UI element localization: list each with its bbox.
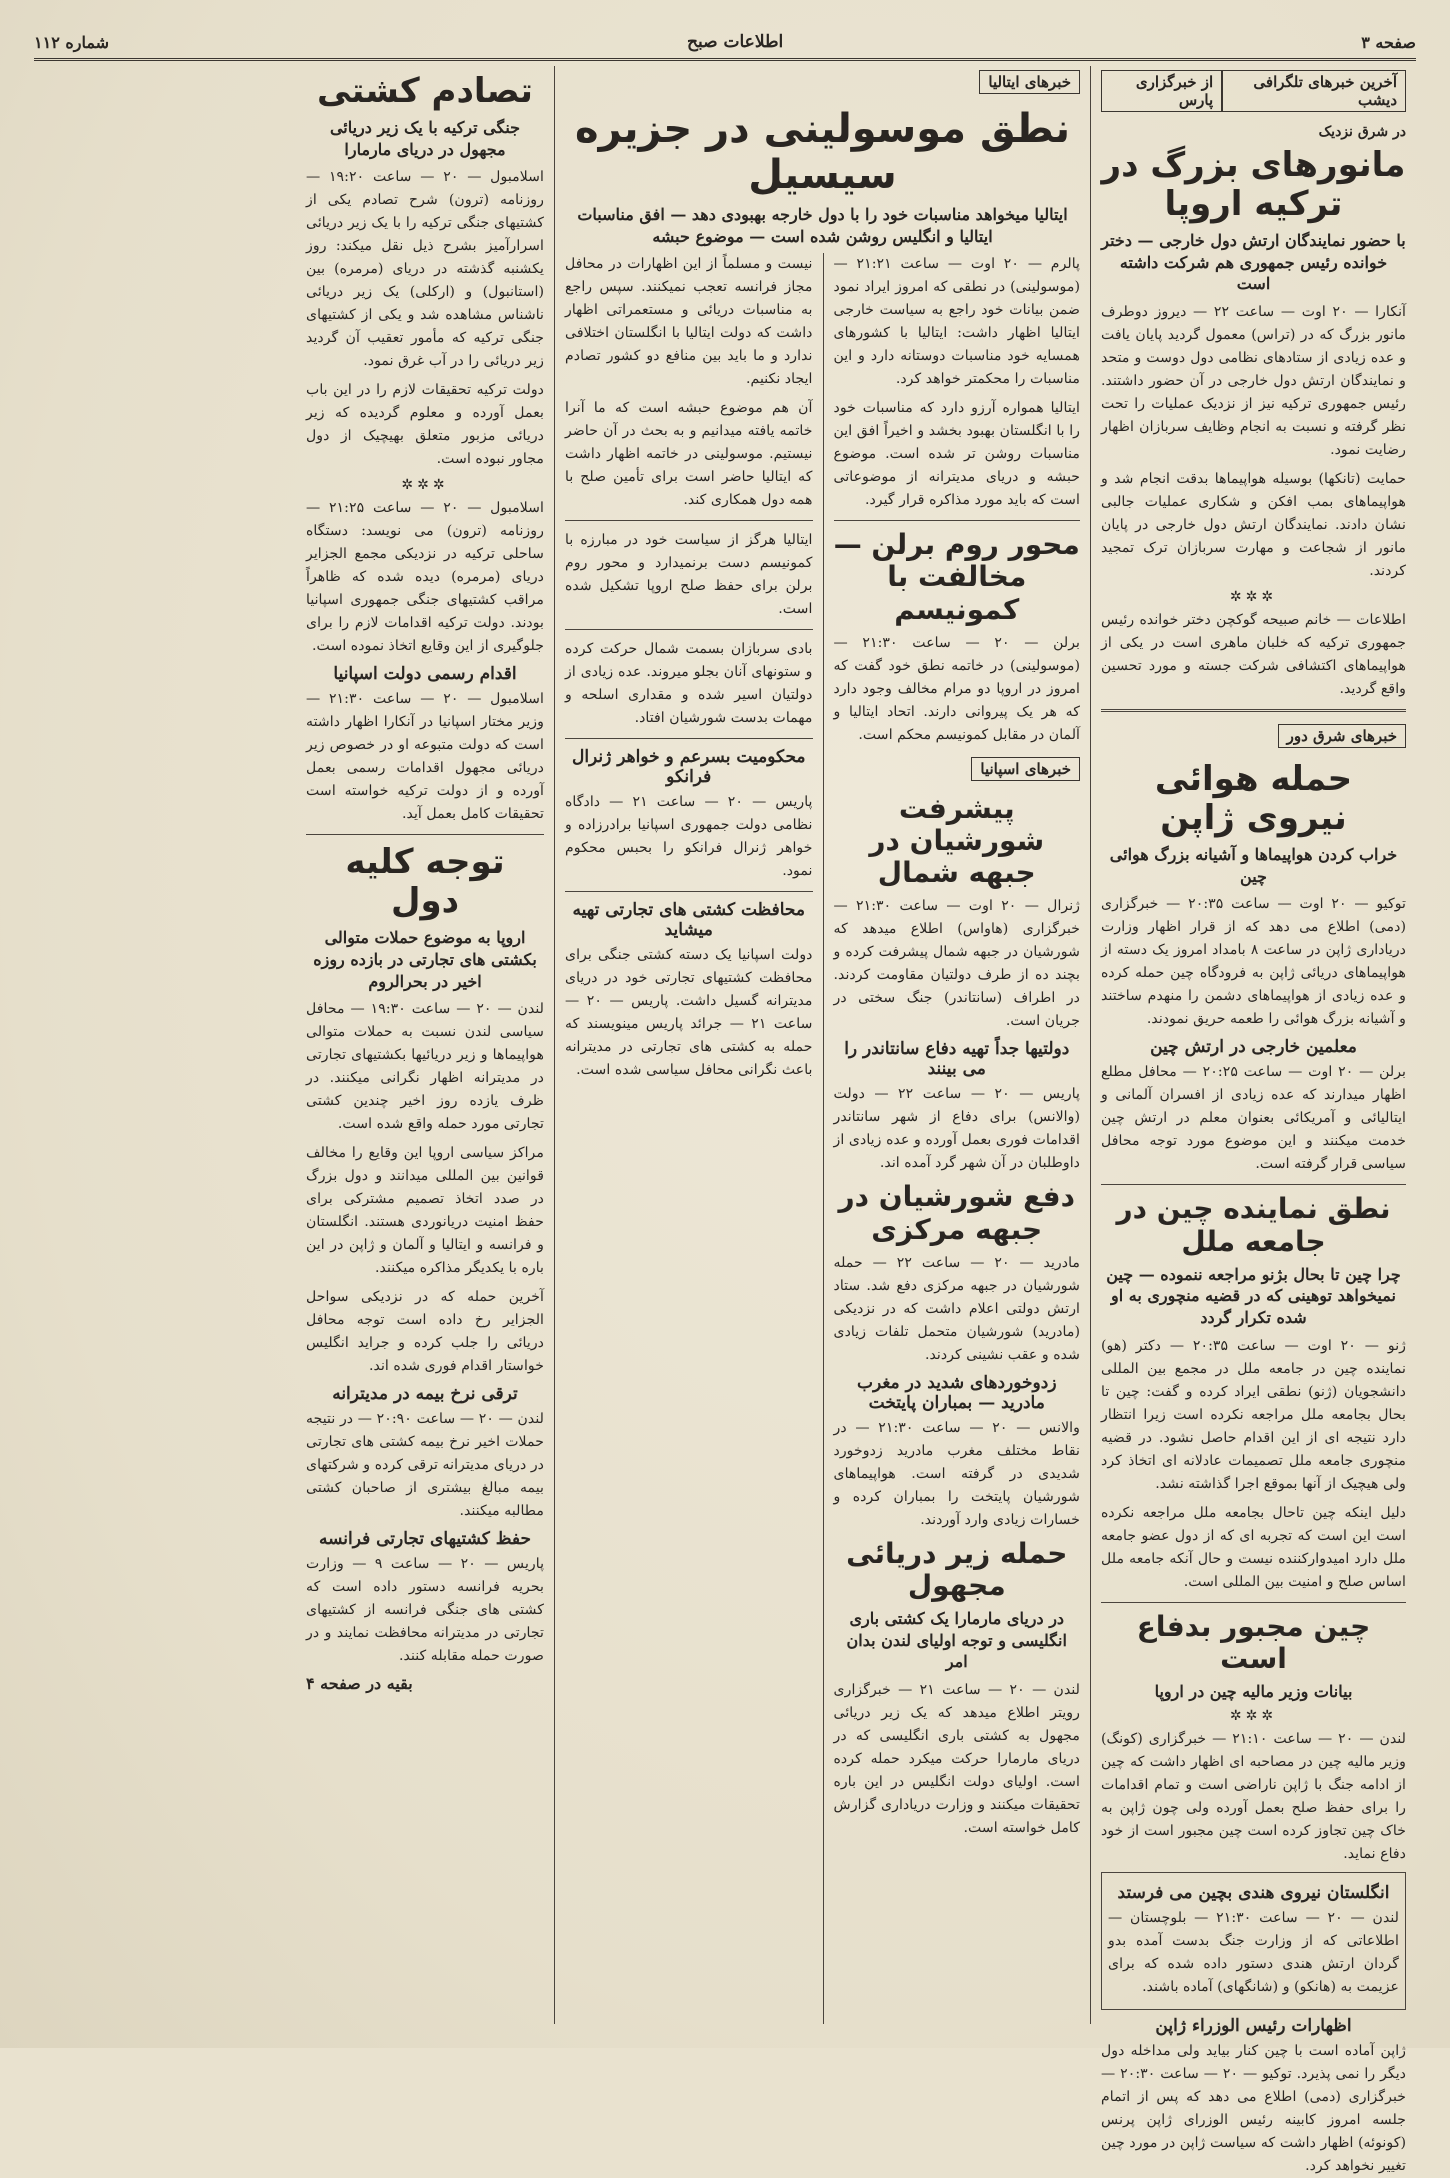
divider bbox=[306, 834, 544, 835]
article-text: پاریس — ۲۰ — ساعت ۲۲ — دولت (والانس) برای دفاع از شهر سانتاندر اقدامات فوری بعمل آورده و عده زیادی از داوطلبان در آن شهر گرد آمده اند. bbox=[833, 1086, 1081, 1172]
agency-kicker: از خبرگزاری پارس bbox=[1101, 70, 1222, 112]
headline-manoeuvres: مانورهای بزرگ در ترکیه اروپا bbox=[1101, 145, 1406, 225]
article-text: مراکز سیاسی اروپا این وقایع را مخالف قوانین بین المللی میدانند و دول بزرگ در صدد اتخاذ تصمیم مشترکی برای حفظ امنیت دریانوردی هستند. انگلستان و فرانسه و ایتالیا و آلمان و ژاپن در این باره با یکدیگر مذاکره میکنند. bbox=[306, 1145, 544, 1277]
article-text: اطلاعات — خانم صبیحه گوکچن دختر خوانده رئیس جمهوری ترکیه که خلبان ماهری است در یکی از هواپیماهای اکتشافی شرکت جسته و مورد تحسین واقع گردید. bbox=[1101, 611, 1406, 697]
issue-number: شماره ۱۱۲ bbox=[34, 32, 109, 52]
article-text: آخرین حمله که در نزدیکی سواحل الجزایر رخ داده است توجه محافل دریائی را جلب کرده و جراید انگلیس خواستار اقدام فوری شده اند. bbox=[306, 1289, 544, 1375]
kicker-row bbox=[565, 66, 1080, 100]
article-text: برلن — ۲۰ — ساعت ۲۱:۳۰ — (موسولینی) در خاتمه نطق خود گفت که امروز در اروپا دو مرام مخالف وجود دارد که هر یک پیروانی دارند. اتحاد ایتالیا و آلمان در مقابل کمونیسم محکم است. bbox=[833, 634, 1080, 743]
divider bbox=[565, 520, 813, 521]
subhead-spain-action: اقدام رسمی دولت اسپانیا bbox=[333, 664, 517, 685]
article-text: لندن — ۲۰ — ساعت ۲۰:۹۰ — در نتیجه حملات اخیر نرخ بیمه کشتی های تجارتی در دریای مدیترانه ترقی کرده و شرکتهای بیمه مبالغ بیشتری از صاحبان کشتی مطالبه میکنند. bbox=[306, 1411, 544, 1520]
article-text: لندن — ۲۰ — ساعت ۲۱:۱۰ — خبرگزاری (کونگ) وزیر مالیه چین در مصاحبه ای اظهار داشت که چین از ادامه جنگ با ژاپن ناراضی است و تمام اقدامات را برای حفظ صلح بعمل آورده ولی چون ژاپن به خاک چین تجاوز کرده است چین مجبور است از خود دفاع نماید. bbox=[1101, 1731, 1406, 1863]
dateline: در شرق نزدیک bbox=[1318, 124, 1406, 140]
column-ship-collision bbox=[296, 66, 554, 2024]
column-foreign-news bbox=[1090, 66, 1416, 2175]
article-text: حمایت (تانکها) بوسیله هواپیماها بدقت انجام شد و هواپیماهای بمب افکن و شکاری عملیات جالبی نشان دادند. نمایندگان ارتش دول خارجی در پایان مانور از شجاعت و مهارت سربازان ترک تمجید کردند. bbox=[1101, 470, 1406, 579]
section-far-east: خبرهای شرق دور bbox=[1278, 724, 1406, 748]
divider bbox=[834, 520, 1081, 521]
article-text: دلیل اینکه چین تاحال بجامعه ملل مراجعه نکرده است این است که تجربه ای که از دول عضو جامعه ملل دارد امیدوارکننده نیست و حال آنکه جامعه ملل اساس صلح و امنیت بین المللی است. bbox=[1101, 1504, 1406, 1590]
headline-submarine-attack: حمله زیر دریائی مجهول bbox=[846, 1536, 1068, 1602]
subhead-franco: محکومیت بسرعم و خواهر ژنرال فرانکو bbox=[571, 747, 806, 788]
article-text: پاریس — ۲۰ — ساعت ۲۱ — دادگاه نظامی دولت جمهوری اسپانیا برادرزاده و خواهر ژنرال فرانکو را بحبس محکوم نمود. bbox=[565, 794, 813, 880]
article-text: پاریس — ۲۰ — ساعت ۹ — وزارت بحریه فرانسه دستور داده است که کشتی های جنگی فرانسه از کشتیهای تجارتی در مدیترانه محافظت نمایند و در صورت حمله مقابله کنند. bbox=[306, 1556, 545, 1665]
subhead-mussolini: ایتالیا میخواهد مناسبات خود را با دول خارجه بهبودی دهد — افق مناسبات ایتالیا و انگلیس روشن شده است — موضوع حبشه bbox=[577, 205, 1068, 246]
article-text: اسلامبول — ۲۰ — ساعت ۱۹:۲۰ — روزنامه (ترون) شرح تصادم یکی از کشتیهای جنگی ترکیه را با یک زیر دریائی اسرارآمیز بشرح ذیل نقل میکند: روز یکشنبه گذشته در دریای (مرمره) بین (استانبول) و (ارکلی) یک زیر دریائی ناشناس مشاهده شد و یکی از کشتیهای جنگی ترکیه که مأمور تعقیب آن گردید زیر دریائی را در آب غرق نمود. bbox=[306, 169, 544, 370]
subhead-japan-air: خراب کردن هواپیماها و آشیانه بزرگ هوائی چین bbox=[1109, 845, 1398, 886]
page-number: صفحه ۳ bbox=[1361, 32, 1416, 52]
article-text: لندن — ۲۰ — ساعت ۱۹:۳۰ — محافل سیاسی لندن نسبت به حملات متوالی هواپیماها و زیر دریائیها بکشتیهای تجارتی در مدیترانه اظهار نگرانی میکنند. در ظرف یازده روز اخیر چندین کشتی تجارتی مورد حمله واقع شده است. bbox=[306, 1001, 544, 1133]
divider-stars: ✲✲✲ bbox=[401, 477, 449, 494]
running-head bbox=[34, 30, 1416, 61]
continued-note: بقیه در صفحه ۴ bbox=[306, 1674, 413, 1694]
article-text: توکیو — ۲۰ اوت — ساعت ۲۰:۳۵ — خبرگزاری (دمی) اطلاع می دهد که از قرار اظهار وزارت دریاداری ژاپن در ساعت ۸ بامداد امروز یک دسته از هواپیماهای دریائی ژاپن به فرودگاه چین حمله کرده و عده زیادی از هواپیماهای دشمن را منهدم ساختند و آشیانه بزرگ هوائی را طعمه حریق نمودند. bbox=[1101, 896, 1406, 1028]
wide-columns bbox=[555, 253, 1090, 2024]
divider-stars: ✲✲✲ bbox=[1229, 1708, 1278, 1725]
headline-mussolini: نطق موسولینی در جزیره سیسیل bbox=[575, 106, 1070, 198]
column-inner-right bbox=[823, 253, 1091, 2024]
subhead-manoeuvres: با حضور نمایندگان ارتش دول خارجی — دختر خوانده رئیس جمهوری هم شرکت داشته است bbox=[1101, 231, 1406, 294]
article-text: بادی سربازان بسمت شمال حرکت کرده و ستونهای آنان بجلو میروند. عده زیادی از دولتیان اسیر شده و مقداری اسلحه و مهمات بدست شورشیان افتاد. bbox=[565, 641, 813, 727]
headline-central-front: دفع شورشیان در جبهه مرکزی bbox=[838, 1180, 1075, 1246]
headline-ship-collision: تصادم کشتی bbox=[317, 71, 533, 111]
article-text: برلن — ۲۰ اوت — ساعت ۲۰:۲۵ — محافل مطلع اظهار میدارند که عده زیادی از افسران آلمانی و ایتالیائی و آمریکائی بعنوان معلم در ارتش چین خدمت میکنند و این موضوع مورد توجه محافل سیاسی قرار گرفته است. bbox=[1101, 1064, 1407, 1173]
article-text: لندن — ۲۰ — ساعت ۲۱ — خبرگزاری رویتر اطلاع میدهد که یک زیر دریائی مجهول به کشتی باری انگلیسی که در دریای مارمارا حرکت میکرد حمله کرده است. اولیای دولت انگلیس در این باره تحقیقات میکنند و وزارت دریاداری گزارش کامل خواسته است. bbox=[833, 1681, 1081, 1836]
divider-stars: ✲✲✲ bbox=[1229, 588, 1278, 605]
subhead-french-ships: حفظ کشتیهای تجارتی فرانسه bbox=[318, 1529, 532, 1550]
subhead-santander: دولتیها جداً تهیه دفاع سانتاندر را می بینند bbox=[844, 1039, 1070, 1080]
article-text: آنکارا — ۲۰ اوت — ساعت ۲۲ — دیروز دوطرف مانور بزرگ که در (تراس) معمول گردید پایان یافت و عده زیادی از ستادهای نظامی دول دوست و متحد و نمایندگان ارتش دول خارجی در آن حضور داشتند. رئیس جمهوری ترکیه نیز از نزدیک عملیات را تحت نظر گرفته و نسبت به انجام وظایف سربازان اظهار رضایت نمود. bbox=[1101, 303, 1406, 458]
article-text: ایتالیا همواره آرزو دارد که مناسبات خود را با انگلستان بهبود بخشد و اخیراً افق این مناسبات روشن تر شده است. موضوع حبشه و دریای مدیترانه از موضوعاتی است که باید مورد مذاکره قرار گیرد. bbox=[833, 400, 1080, 509]
column-italy-spain bbox=[554, 66, 1090, 2024]
subhead-japan-pm: اظهارات رئیس الوزراء ژاپن bbox=[1155, 2016, 1352, 2037]
article-text: اسلامبول — ۲۰ — ساعت ۲۱:۳۰ — وزیر مختار اسپانیا در آنکارا اظهار داشته است که دولت متبوعه او در خصوص زیر دریائی مجهول اقدامات رسمی بعمل آورده و از دولت ترکیه خواسته است تحقیقات کامل بعمل آید. bbox=[306, 691, 544, 823]
headline-north-front: پیشرفت شورشیان در جبهه شمال bbox=[869, 791, 1045, 890]
article-text: آن هم موضوع حبشه است که ما آنرا خاتمه یافته میدانیم و به بحث در آن حاضر نیستیم. موسولینی در خاتمه اظهار داشت که ایتالیا حاضر است برای تأمین صلح با همه دول همکاری کند. bbox=[565, 400, 813, 509]
box-text: لندن — ۲۰ — ساعت ۲۱:۳۰ — بلوچستان — اطلاعاتی که از وزارت جنگ بدست آمده بدو گردان ارتش هندی دستور داده شده که برای عزیمت به (هانکو) و (شانگهای) آماده باشند. bbox=[1108, 1910, 1399, 1996]
subhead-teachers: معلمین خارجی در ارتش چین bbox=[1150, 1037, 1357, 1058]
subhead-league-speech: چرا چین تا بحال بژنو مراجعه ننموده — چین نمیخواهد توهینی که در قضیه منچوری به او شده تکرار گردد bbox=[1106, 1264, 1401, 1327]
divider bbox=[1101, 709, 1406, 712]
section-kicker-spain: خبرهای اسپانیا bbox=[971, 757, 1080, 781]
subhead-china-defence: بیانات وزیر مالیه چین در اروپا bbox=[1154, 1681, 1353, 1701]
box-headline: انگلستان نیروی هندی بچین می فرستد bbox=[1117, 1883, 1390, 1904]
divider bbox=[1101, 1184, 1406, 1185]
article-text: پالرم — ۲۰ اوت — ساعت ۲۱:۲۱ — (موسولینی) در نطقی که امروز ایراد نمود ضمن بیانات خود راجع به سیاست خارجی ایتالیا اظهار داشت: ایتالیا با کشورهای همسایه خود مناسبات دوستانه دارد و این مناسبات را محکمتر خواهد کرد. bbox=[833, 256, 1080, 388]
subhead-merchant-protection: محافظت کشتی های تجارتی تهیه میشاید bbox=[572, 900, 805, 941]
article-text: ژاپن آماده است با چین کنار بیاید ولی مداخله دول دیگر را نمی پذیرد. توکیو — ۲۰ — ساعت ۲۰:۳۰ — خبرگزاری (دمی) اطلاع می دهد که پس از اتمام جلسه امروز کابینه رئیس الوزرای ژاپن پرنس (کونوئه) اظهار داشت که سیاست ژاپن در مورد چین تغییر نخواهد کرد. bbox=[1101, 2043, 1406, 2175]
article-text: ژنرال — ۲۰ اوت — ساعت ۲۱:۳۰ — خبرگزاری (هاواس) اطلاع میدهد که شورشیان در جبهه شمال پیشرفت کرده و بچند ده از طرف دولتیان مقاومت کردند. در اطراف (سانتاندر) جنگ سختی در جریان است. bbox=[833, 898, 1081, 1030]
section-kicker-italy: خبرهای ایتالیا bbox=[979, 70, 1080, 94]
headline-china-defence: چین مجبور بدفاع است bbox=[1136, 1609, 1371, 1675]
paper-name: اطلاعات صبح bbox=[687, 32, 784, 52]
subhead-madrid: زدوخوردهای شدید در مغرب مادرید — بمباران پایتخت bbox=[856, 1372, 1057, 1413]
divider bbox=[1101, 1602, 1406, 1603]
headline-rome-berlin: محور روم برلن — مخالفت با کمونیسم bbox=[833, 528, 1080, 626]
divider bbox=[565, 891, 813, 892]
divider bbox=[565, 629, 813, 630]
article-text: دولت اسپانیا یک دسته کشتی جنگی برای محافظت کشتیهای تجارتی خود در دریای مدیترانه گسیل داشت. پاریس — ۲۰ — ساعت ۲۱ — جرائد پاریس مینویسند که حمله به کشتی های تجارتی در مدیترانه باعث نگرانی محافل سیاسی شده است. bbox=[565, 947, 813, 1079]
article-text: نیست و مسلماً از این اظهارات در محافل مجاز فرانسه تعجب نمیکنند. سپس راجع به مناسبات دریائی و مستعمراتی اظهار داشت که دولت ایتالیا با انگلستان اختلافی ندارد و ما باید بین منافع دو کشور تصادم ایجاد نکنیم. bbox=[565, 256, 813, 388]
headline-japan-air: حمله هوائی نیروی ژاپن bbox=[1154, 758, 1353, 839]
kicker-row bbox=[1101, 66, 1406, 118]
article-text: اسلامبول — ۲۰ — ساعت ۲۱:۲۵ — روزنامه (ترون) می نویسد: دستگاه ساحلی ترکیه در نزدیکی مجمع الجزایر دریای (مرمره) دیده شده که ظاهراً مراقب کشتیهای جنگی جمهوری اسپانیا بودند. دولت ترکیه اقدامات لازم را برای جلوگیری از این وقایع اتخاذ نموده است. bbox=[306, 500, 544, 655]
article-text: ایتالیا هرگز از سیاست خود در مبارزه با کمونیسم دست برنمیدارد و محور روم برلن برای حفظ صلح اروپا تشکیل شده است. bbox=[565, 532, 813, 618]
news-box bbox=[1101, 1872, 1406, 2010]
article-text: ژنو — ۲۰ اوت — ساعت ۲۰:۳۵ — دکتر (هو) نماینده چین در جامعه ملل در مجمع بین المللی دانشجویان (ژنو) نطقی ایراد کرده و گفت: چین تا بحال بجامعه ملل مراجعه نکرده است زیرا انتظار دارد نتیجه ای از این اقدام حاصل نشود. در قضیه منچوری جامعه ملل تصمیمات عادلانه ای اتخاذ کرد ولی هیچیک از آنها بموقع اجرا گذاشته نشد. bbox=[1101, 1337, 1406, 1492]
headline-league-speech: نطق نماینده چین در جامعه ملل bbox=[1116, 1192, 1391, 1258]
article-text: دولت ترکیه تحقیقات لازم را در این باب بعمل آورده و معلوم گردیده که زیر دریائی مزبور متعلق بهیچیک از دول مجاور نبوده است. bbox=[306, 382, 544, 468]
subhead-submarine-attack: در دریای مارمارا یک کشتی باری انگلیسی و توجه اولیای لندن بدان امر bbox=[846, 1609, 1067, 1672]
article-text: والانس — ۲۰ — ساعت ۲۱:۳۰ — در نقاط مختلف مغرب مادرید زدوخورد شدیدی در گرفته است. هواپیماهای شورشیان پایتخت را بمباران کرده و خسارات زیادی وارد آوردند. bbox=[833, 1419, 1080, 1528]
column-inner-left bbox=[555, 253, 823, 2024]
subhead-ship-collision: جنگی ترکیه با یک زیر دریائی مجهول در دریای مارمارا bbox=[329, 118, 521, 159]
headline-all-states: توجه کلیه دول bbox=[345, 842, 505, 922]
section-kicker: آخرین خبرهای تلگرافی دیشب bbox=[1222, 70, 1406, 112]
subhead-insurance: ترقی نرخ بیمه در مدیترانه bbox=[332, 1384, 518, 1405]
subhead-all-states: اروپا به موضوع حملات متوالی بکشتی های تجارتی در بازده روزه اخیر در بحرالروم bbox=[313, 928, 537, 991]
columns bbox=[34, 66, 1416, 2175]
article-text: مادرید — ۲۰ — ساعت ۲۲ — حمله شورشیان در جبهه مرکزی دفع شد. ستاد ارتش دولتی اعلام داشت که در نزدیکی (مادرید) شورشیان متحمل تلفات زیادی شده و عقب نشینی کردند. bbox=[833, 1254, 1080, 1363]
divider bbox=[565, 738, 813, 739]
wide-head bbox=[555, 66, 1090, 253]
